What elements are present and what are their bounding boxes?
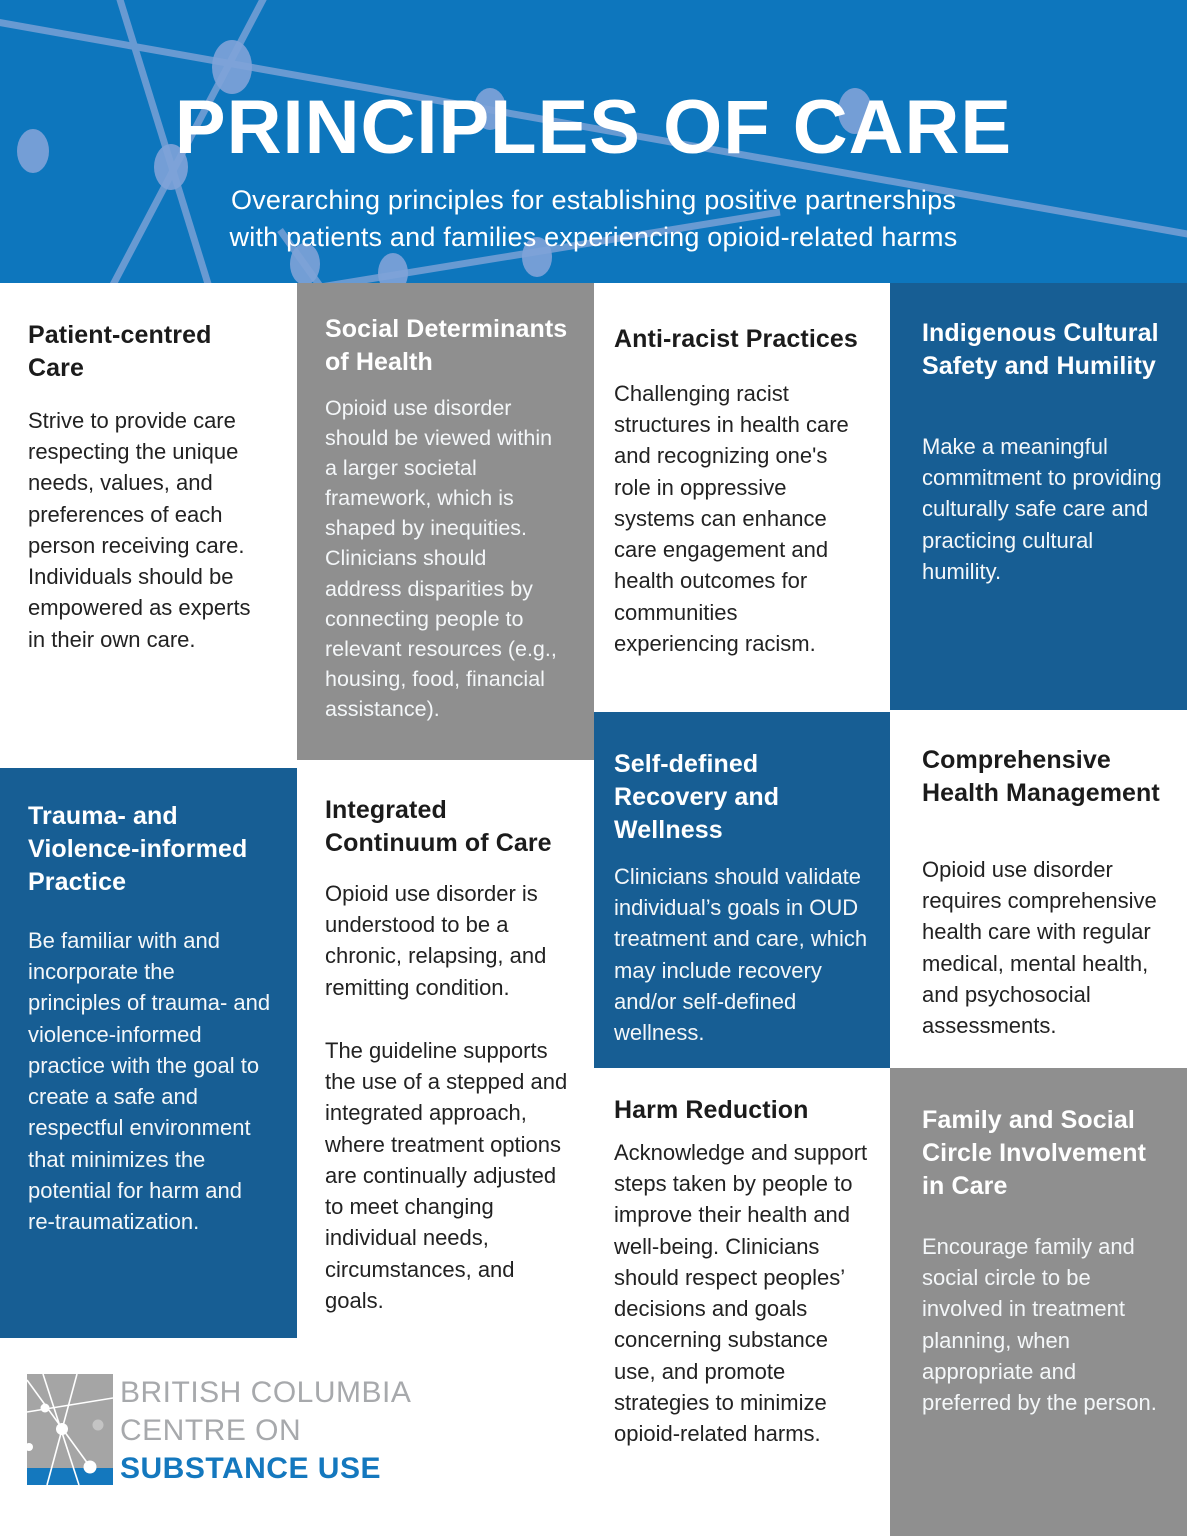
cell-title: Harm Reduction <box>614 1096 809 1124</box>
cell-patient-centred-care <box>0 283 297 768</box>
cell-family-and-social-circle-involvement <box>890 1068 1187 1536</box>
cell-title: Family and Social Circle Involvement in Care <box>922 1106 1147 1200</box>
logo-line-substance-use: SUBSTANCE USE <box>120 1452 381 1485</box>
cell-body: Opioid use disorder requires comprehensive health care with regular medical, mental health, and psychosocial assessments. <box>922 857 1157 1039</box>
bccsu-logo-mark-icon <box>27 1374 113 1486</box>
cell-body: Clinicians should validate individual’s goals in OUD treatment and care, which may include recovery and/or self-defined wellness. <box>614 864 868 1046</box>
cell-title: Comprehensive Health Management <box>922 746 1160 807</box>
cell-social-determinants-of-health <box>297 283 594 760</box>
cell-self-defined-recovery-and-wellness <box>594 712 890 1068</box>
cell-title: Self-defined Recovery and Wellness <box>614 750 780 844</box>
poster-subtitle-line2: with patients and families experiencing opioid-related harms <box>229 221 958 252</box>
cell-body: Encourage family and social circle to be involved in treatment planning, when appropriate and preferred by the person. <box>922 1234 1157 1416</box>
cell-title: Patient-centred Care <box>28 321 212 382</box>
logo-line-british-columbia: BRITISH COLUMBIA <box>120 1376 412 1409</box>
cell-body: Acknowledge and support steps taken by people to improve their health and well-being. Clinicians should respect peoples’ decisions and goals concerning substance use, and promote strategies to minimize opioid-related harms. <box>614 1140 868 1447</box>
cell-body-paragraph-1: Opioid use disorder is understood to be a chronic, relapsing, and remitting condition. <box>325 881 547 1000</box>
logo-line-centre-on: CENTRE ON <box>120 1414 302 1447</box>
cell-title: Trauma- and Violence-informed Practice <box>28 802 248 896</box>
cell-body: Opioid use disorder should be viewed within a larger societal framework, which is shaped by inequities. Clinicians should address disparities by connecting people to relevant resources (e.g., housing, food, financial assistance). <box>325 396 557 721</box>
poster-subtitle <box>0 182 1187 256</box>
cell-body: Be familiar with and incorporate the principles of trauma- and violence-informed practice with the goal to create a safe and respectful environment that minimizes the potential for harm and re-traumatization. <box>28 928 271 1235</box>
cell-indigenous-cultural-safety-and-humility <box>890 283 1187 710</box>
cell-harm-reduction <box>594 1068 890 1536</box>
cell-body: Strive to provide care respecting the unique needs, values, and preferences of each person receiving care. Individuals should be empowered as experts in their own care. <box>28 408 251 652</box>
cell-title: Integrated Continuum of Care <box>325 796 552 857</box>
cell-title: Anti-racist Practices <box>614 325 858 353</box>
cell-comprehensive-health-management <box>890 710 1187 1068</box>
cell-body: Challenging racist structures in health care and recognizing one's role in oppressive systems can enhance care engagement and health outcomes for communities experiencing racism. <box>614 381 849 656</box>
cell-trauma-violence-informed-practice <box>0 768 297 1338</box>
cell-body-paragraph-2: The guideline supports the use of a stepped and integrated approach, where treatment options are continually adjusted to meet changing individual needs, circumstances, and goals. <box>325 1037 568 1313</box>
bccsu-logo-text <box>120 1374 411 1488</box>
poster-subtitle-line1: Overarching principles for establishing positive partnerships <box>230 185 957 215</box>
bccsu-logo <box>27 1374 447 1504</box>
cell-body: Make a meaningful commitment to providing culturally safe care and practicing cultural humility. <box>922 434 1162 584</box>
cell-title: Indigenous Cultural Safety and Humility <box>922 319 1159 380</box>
poster-title: PRINCIPLES OF CARE <box>174 85 1013 170</box>
poster-header <box>0 0 1187 283</box>
cell-anti-racist-practices <box>594 283 890 712</box>
cell-title: Social Determinants of Health <box>325 315 568 376</box>
